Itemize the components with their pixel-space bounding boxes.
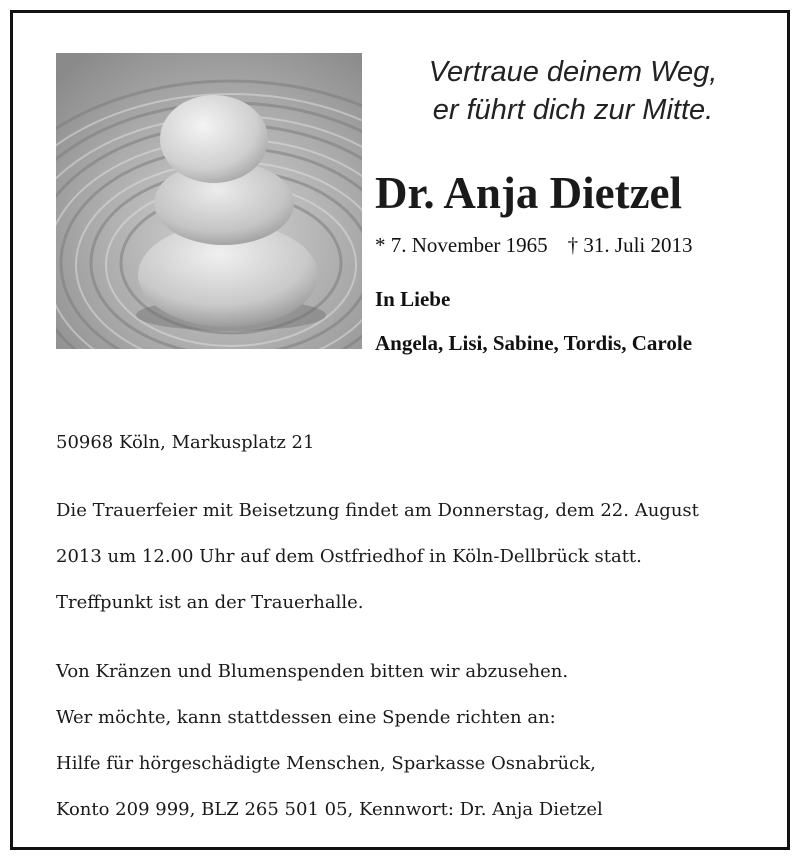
funeral-line-1: Die Trauerfeier mit Beisetzung findet am Donnerstag, dem 22. August <box>56 500 699 521</box>
address: 50968 Köln, Markusplatz 21 <box>56 432 315 453</box>
death-date: † 31. Juli 2013 <box>567 233 693 257</box>
donation-paragraph <box>56 658 603 842</box>
stacked-stones-image <box>56 53 362 349</box>
motto-line-1: Vertraue deinem Weg, <box>428 56 718 88</box>
motto-line-2: er führt dich zur Mitte. <box>432 94 714 126</box>
funeral-line-3: Treffpunkt ist an der Trauerhalle. <box>56 592 364 613</box>
donation-line-3: Hilfe für hörgeschädigte Menschen, Sparkasse Osnabrück, <box>56 753 596 774</box>
in-love-label: In Liebe <box>375 287 451 311</box>
zen-stones-illustration <box>56 53 362 349</box>
motto-quote <box>393 53 753 129</box>
donation-line-2: Wer möchte, kann stattdessen eine Spende richten an: <box>56 707 556 728</box>
mourners-names: Angela, Lisi, Sabine, Tordis, Carole <box>375 331 693 355</box>
deceased-name: Dr. Anja Dietzel <box>375 168 683 218</box>
funeral-line-2: 2013 um 12.00 Uhr auf dem Ostfriedhof in Köln-Dellbrück statt. <box>56 546 642 567</box>
donation-line-1: Von Kränzen und Blumenspenden bitten wir abzusehen. <box>56 661 569 682</box>
birth-date: * 7. November 1965 <box>375 233 548 257</box>
donation-line-4: Konto 209 999, BLZ 265 501 05, Kennwort: Dr. Anja Dietzel <box>56 799 603 820</box>
funeral-paragraph <box>56 497 699 635</box>
obituary-notice <box>10 10 790 850</box>
life-dates <box>375 231 692 259</box>
